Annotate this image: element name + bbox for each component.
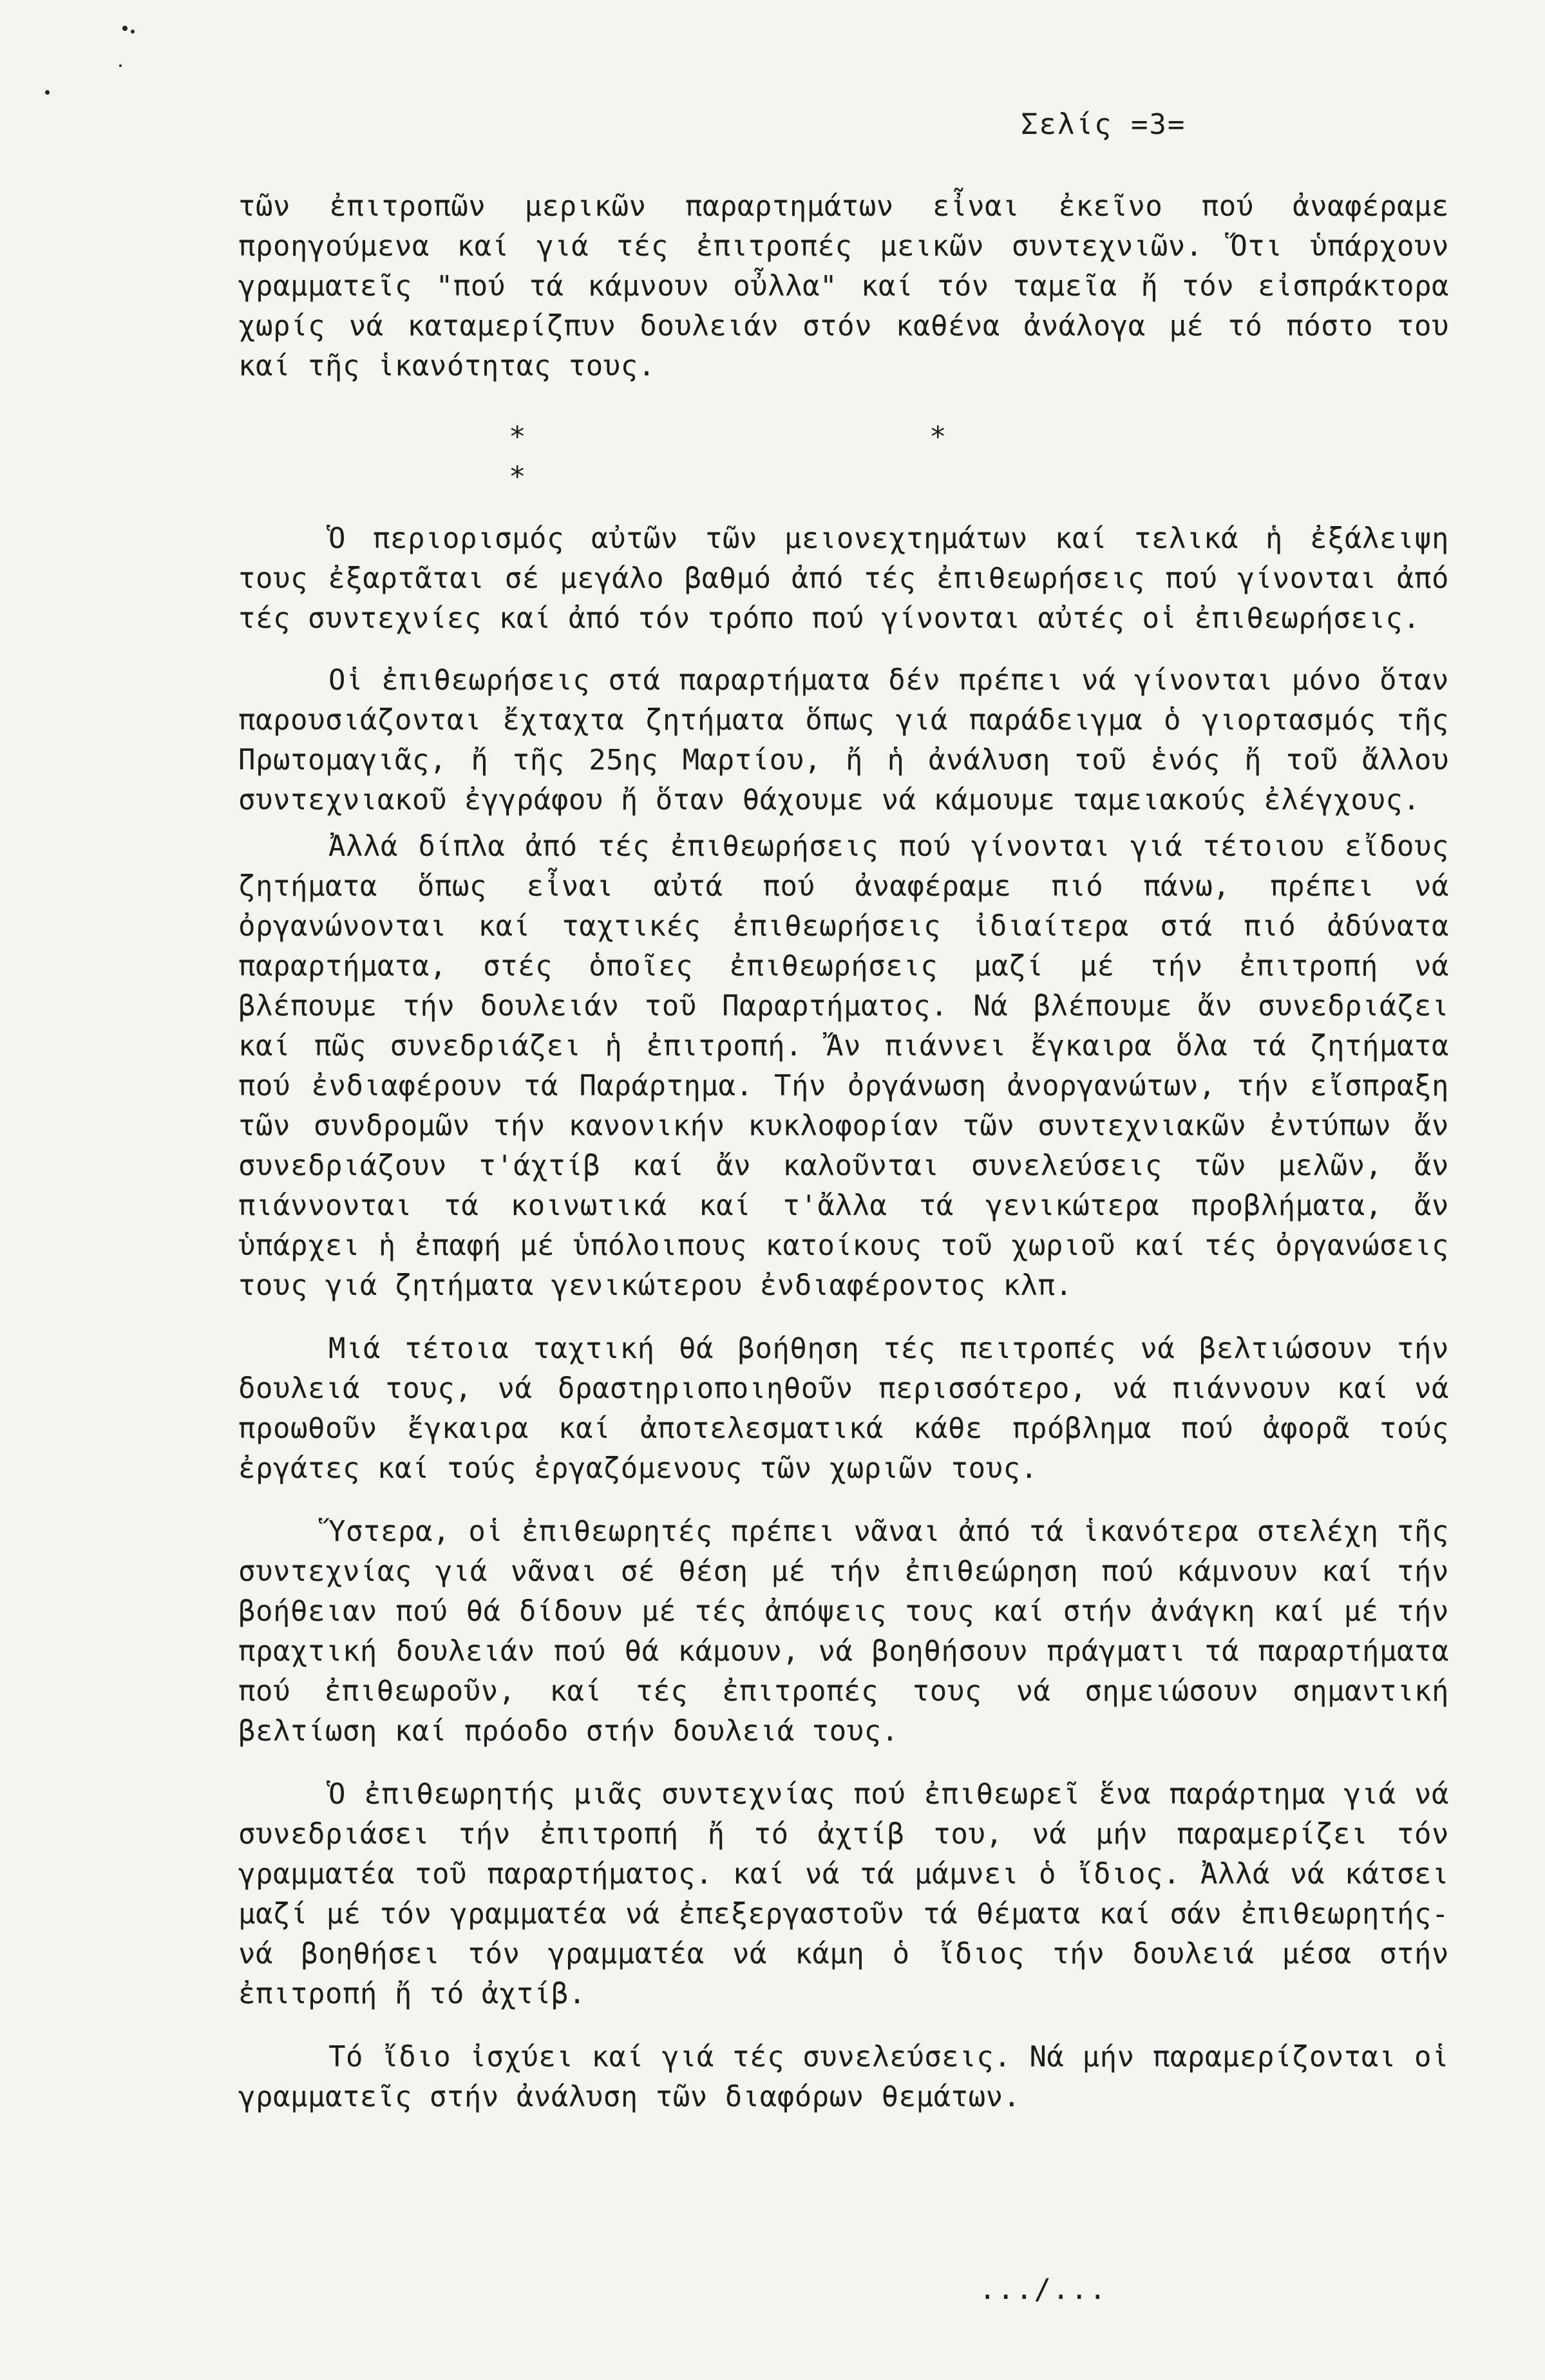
paragraph: Ὁ ἐπιθεωρητής μιᾶς συντεχνίας πού ἐπιθεωρεῖ ἕνα παράρτημα γιά νά συνεδριάσει τήν ἐπιτροπή ἤ τό ἀχτίβ του, νά μήν παραμερίζει τόν γραμματέα τοῦ παραρτήματος. καί νά τά μάμνει ὁ ἴδιος. Ἀλλά νά κάτσει μαζί μέ τόν γραμματέα νά ἐπεξεργαστοῦν τά θέματα καί σάν ἐπιθεωρητής-νά βοηθήσει τόν γραμματέα νά κάμη ὁ ἴδιος τήν δουλειά μέσα στήν ἐπιτροπή ἤ τό ἀχτίβ. [238,1778,1449,2010]
paragraph: Ὁ περιορισμός αὐτῶν τῶν μειονεχτημάτων καί τελικά ἡ ἐξάλειψη τους ἐξαρτᾶται σέ μεγάλο βαθμό ἀπό τές ἐπιθεωρήσεις πού γίνονται ἀπό τές συντεχνίες καί ἀπό τόν τρόπο πού γίνονται αὐτές οἱ ἐπιθεωρήσεις. [238,522,1449,635]
ink-speck [122,26,128,31]
paragraph: Οἱ ἐπιθεωρήσεις στά παραρτήματα δέν πρέπει νά γίνονται μόνο ὅταν παρουσιάζονται ἔχταχτα ζητήματα ὅπως γιά παράδειγμα ὁ γιορτασμός τῆς Πρωτομαγιᾶς, ἤ τῆς 25ης Μαρτίου, ἤ ἡ ἀνάλυση τοῦ ἑνός ἤ τοῦ ἄλλου συντεχνιακοῦ ἐγγράφου ἤ ὅταν θάχουμε νά κάμουμε ταμειακούς ἐλέγχους. [238,664,1449,817]
paragraph: Ὕστερα, οἱ ἐπιθεωρητές πρέπει νᾶναι ἀπό τά ἱκανότερα στελέχη τῆς συντεχνίας γιά νᾶναι σέ θέση μέ τήν ἐπιθεώρηση πού κάμνουν καί τήν βοήθειαν πού θά δίδουν μέ τές ἀπόψεις τους καί στήν ἀνάγκη καί μέ τήν πραχτική δουλειάν πού θά κάμουν, νά βοηθήσουν πράγματι τά παραρτήματα πού ἐπιθεωροῦν, καί τές ἐπιτροπές τους νά σημειώσουν σημαντική βελτίωση καί πρόοδο στήν δουλειά τους. [238,1515,1449,1748]
paragraph: Μιά τέτοια ταχτική θά βοήθηση τές πειτροπές νά βελτιώσουν τήν δουλειά τους, νά δραστηριοποιηθοῦν περισσότερο, νά πιάννουν καί νά προωθοῦν ἔγκαιρα καί ἀποτελεσματικά κάθε πρόβλημα πού ἀφορᾶ τούς ἐργάτες καί τούς ἐργαζόμενους τῶν χωριῶν τους. [238,1332,1449,1485]
section-separator: * * * [509,420,1140,493]
page-number-header: Σελίς =3= [1021,108,1186,141]
paragraph: Τό ἴδιο ἰσχύει καί γιά τές συνελεύσεις. Νά μήν παραμερίζονται οἱ γραμματεῖς στήν ἀνάλυση τῶν διαφόρων θεμάτων. [238,2041,1449,2113]
paragraph: τῶν ἐπιτροπῶν μερικῶν παραρτημάτων εἶναι ἐκεῖνο πού ἀναφέραμε προηγούμενα καί γιά τές ἐπιτροπές μεικῶν συντεχνιῶν. Ὅτι ὑπάρχουν γραμματεῖς "πού τά κάμνουν οὖλλα" καί τόν ταμεῖα ἤ τόν εἰσπράκτορα χωρίς νά καταμερίζπυν δουλειάν στόν καθένα ἀνάλογα μέ τό πόστο του καί τῆς ἱκανότητας τους. [238,190,1449,382]
ink-speck [131,30,135,33]
document-body [238,187,1449,2117]
paragraph: Ἀλλά δίπλα ἀπό τές ἐπιθεωρήσεις πού γίνονται γιά τέτοιου εἴδους ζητήματα ὅπως εἶναι αὐτά πού ἀναφέραμε πιό πάνω, πρέπει νά ὀργανώνονται καί ταχτικές ἐπιθεωρήσεις ἰδιαίτερα στά πιό ἀδύνατα παραρτήματα, στές ὁποῖες ἐπιθεωρήσεις μαζί μέ τήν ἐπιτροπή νά βλέπουμε τήν δουλειάν τοῦ Παραρτήματος. Νά βλέπουμε ἄν συνεδριάζει καί πῶς συνεδριάζει ἡ ἐπιτροπή. Ἄν πιάννει ἔγκαιρα ὅλα τά ζητήματα πού ἐνδιαφέρουν τά Παράρτημα. Τήν ὀργάνωση ἀνοργανώτων, τήν εἴσπραξη τῶν συνδρομῶν τήν κανονικήν κυκλοφορίαν τῶν συντεχνιακῶν ἐντύπων ἄν συνεδριάζουν τ'άχτίβ καί ἄν καλοῦνται συνελεύσεις τῶν μελῶν, ἄν πιάννονται τά κοινωτικά καί τ'ἄλλα τά γενικώτερα προβλήματα, ἄν ὑπάρχει ἡ ἐπαφή μέ ὑπόλοιπους κατοίκους τοῦ χωριοῦ καί τές ὀργανώσεις τους γιά ζητήματα γενικώτερου ἐνδιαφέροντος κλπ. [238,830,1449,1302]
continuation-mark: .../... [979,2273,1108,2306]
ink-speck [45,90,50,95]
ink-speck [119,64,122,67]
